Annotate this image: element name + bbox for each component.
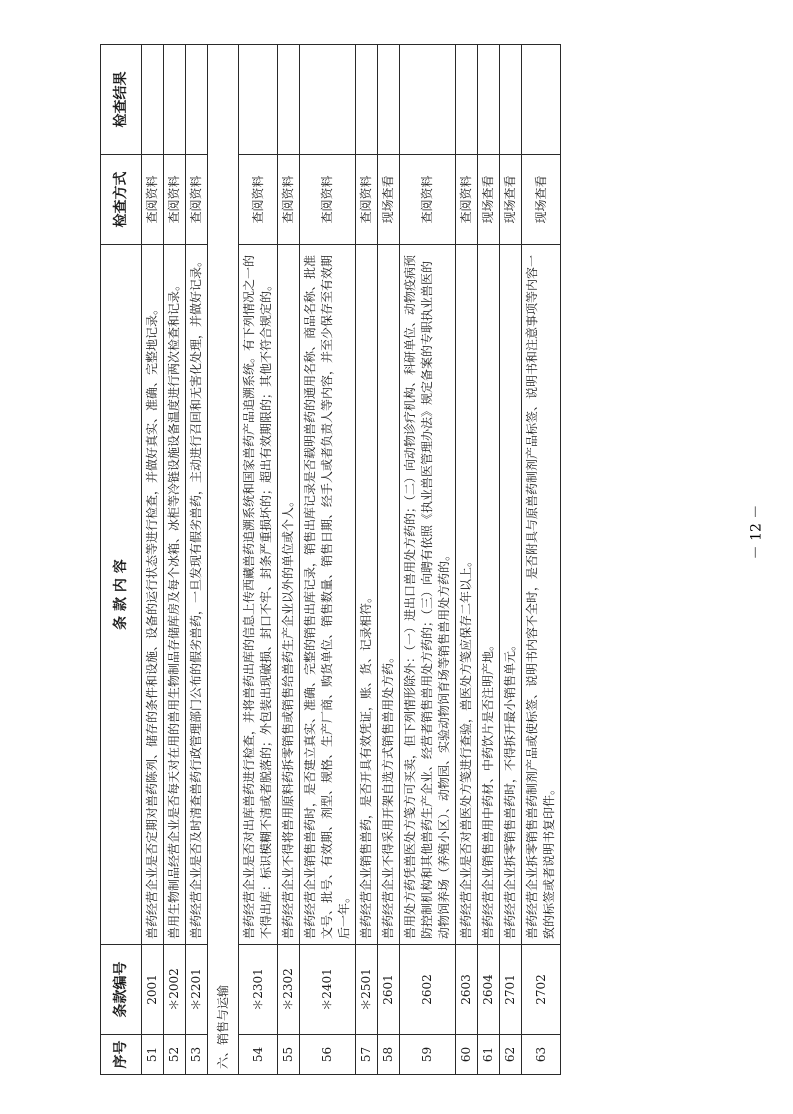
header-content: 条 款 内 容	[101, 245, 142, 945]
row-result	[278, 45, 300, 155]
table-row	[278, 45, 300, 1075]
table-row	[300, 45, 356, 1075]
table-row	[500, 45, 522, 1075]
row-seq: 59	[400, 1035, 456, 1075]
header-method: 检查方式	[101, 155, 142, 245]
row-method: 查阅资料	[278, 155, 300, 245]
row-seq: 58	[378, 1035, 400, 1075]
row-content: 兽药经营企业拆零销售兽药制剂产品或使标签、说明书内容不全时，是否附具与原兽药制剂产品标签、说明书和注意事项等内容一致的标签或者说明书复印件。	[522, 245, 561, 945]
row-content: 兽用处方药凭兽医处方笺方可买卖，但下列情形除外：（一）进出口兽用处方药的；（二）向动物诊疗机构、科研单位、动物疫病预防控制机构和其他兽药生产企业、经营者销售兽用处方药的；（三）向聘有依照《执业兽医管理办法》规定备案的专职执业兽医的动物饲养场（养殖小区）、动物园、实验动物饲育场等销售兽用处方药的。	[400, 245, 456, 945]
row-result	[456, 45, 478, 155]
table-row	[400, 45, 456, 1075]
row-method: 查阅资料	[142, 155, 164, 245]
row-result	[186, 45, 208, 155]
row-seq: 62	[500, 1035, 522, 1075]
row-result	[522, 45, 561, 155]
row-code: 2701	[500, 945, 522, 1035]
row-code: 2603	[456, 945, 478, 1035]
row-method: 现场查看	[522, 155, 561, 245]
header-row	[101, 45, 142, 1075]
row-result	[300, 45, 356, 155]
row-content: 兽药经营企业是否及时清查兽药行政管理部门公布的假劣兽药，一旦发现有假劣兽药，主动进行召回和无害化处理，并做好记录。	[186, 245, 208, 945]
header-code: 条款编号	[101, 945, 142, 1035]
row-code: ＊2201	[186, 945, 208, 1035]
row-content: 兽药经营企业是否定期对兽药陈列、储存的条件和设施、设备的运行状态等进行检查，并做好真实、准确、完整地记录。	[142, 245, 164, 945]
row-seq: 53	[186, 1035, 208, 1075]
row-seq: 56	[300, 1035, 356, 1075]
row-code: ＊2301	[239, 945, 278, 1035]
rotated-table-wrapper	[100, 45, 680, 1075]
row-result	[164, 45, 186, 155]
row-seq: 55	[278, 1035, 300, 1075]
row-code: ＊2501	[356, 945, 378, 1035]
table-row	[522, 45, 561, 1075]
row-content: 兽药经营企业销售兽用中药材、中药饮片是否注明产地。	[478, 245, 500, 945]
row-seq: 63	[522, 1035, 561, 1075]
table-row	[478, 45, 500, 1075]
row-method: 现场查看	[378, 155, 400, 245]
header-seq: 序号	[101, 1035, 142, 1075]
row-result	[239, 45, 278, 155]
table-row	[164, 45, 186, 1075]
row-result	[478, 45, 500, 155]
table-row	[186, 45, 208, 1075]
row-content: 兽药经营企业销售兽药，是否开具有效凭证，账、货、记录相符。	[356, 245, 378, 945]
row-method: 现场查看	[500, 155, 522, 245]
row-content: 兽用生物制品经营企业是否每天对在用的兽用生物制品存储库房及每个冰箱、冰柜等冷链设施设备温度进行两次检查和记录。	[164, 245, 186, 945]
row-method: 现场查看	[478, 155, 500, 245]
row-result	[400, 45, 456, 155]
table-body-before	[142, 45, 208, 1075]
inspection-table	[100, 44, 561, 1075]
row-content: 兽药经营企业不得采用开架自选方式销售兽用处方药。	[378, 245, 400, 945]
table-row	[356, 45, 378, 1075]
table-body-after	[239, 45, 561, 1075]
row-content: 兽药经营企业拆零销售兽药时，不得拆开最小销售单元。	[500, 245, 522, 945]
table-row	[239, 45, 278, 1075]
row-method: 查阅资料	[239, 155, 278, 245]
row-seq: 60	[456, 1035, 478, 1075]
section-row	[208, 45, 239, 1075]
row-method: 查阅资料	[164, 155, 186, 245]
row-content: 兽药经营企业销售兽药时，是否建立真实、准确、完整的销售出库记录，销售出库记录是否载明兽药的通用名称、商品名称、批准文号、批号、有效期、剂型、规格、生产厂商、购货单位、销售数量、销售日期、经手人或者负责人等内容，并至少保存至有效期后一年。	[300, 245, 356, 945]
table-row	[142, 45, 164, 1075]
row-method: 查阅资料	[300, 155, 356, 245]
row-method: 查阅资料	[356, 155, 378, 245]
row-content: 兽药经营企业是否对出库兽药进行检查，并将兽药出库的信息上传西藏兽药追溯系统和国家兽药产品追溯系统。有下列情况之一的不得出库：标识模糊不清或者脱落的；外包装出现破损、封口不牢、封条严重损坏的；超出有效期限的；其他不符合规定的。	[239, 245, 278, 945]
row-seq: 61	[478, 1035, 500, 1075]
row-method: 查阅资料	[400, 155, 456, 245]
header-result: 检查结果	[101, 45, 142, 155]
row-content: 兽药经营企业不得将兽用原料药拆零销售或销售给兽药生产企业以外的单位或个人。	[278, 245, 300, 945]
section-body	[208, 45, 239, 1075]
row-seq: 57	[356, 1035, 378, 1075]
row-code: 2601	[378, 945, 400, 1035]
section-heading: 六、销售与运输	[208, 45, 239, 1075]
row-result	[378, 45, 400, 155]
row-code: 2702	[522, 945, 561, 1035]
row-method: 查阅资料	[186, 155, 208, 245]
table-row	[378, 45, 400, 1075]
row-code: 2602	[400, 945, 456, 1035]
row-code: ＊2002	[164, 945, 186, 1035]
row-code: 2604	[478, 945, 500, 1035]
page-number: － 12 －	[748, 504, 765, 560]
row-method: 查阅资料	[456, 155, 478, 245]
row-seq: 52	[164, 1035, 186, 1075]
row-code: ＊2302	[278, 945, 300, 1035]
row-content: 兽药经营企业是否对兽医处方笺进行查验，兽医处方笺应保存二年以上。	[456, 245, 478, 945]
row-result	[142, 45, 164, 155]
row-result	[500, 45, 522, 155]
table-row	[456, 45, 478, 1075]
row-code: ＊2401	[300, 945, 356, 1035]
row-seq: 51	[142, 1035, 164, 1075]
row-result	[356, 45, 378, 155]
row-seq: 54	[239, 1035, 278, 1075]
row-code: 2001	[142, 945, 164, 1035]
